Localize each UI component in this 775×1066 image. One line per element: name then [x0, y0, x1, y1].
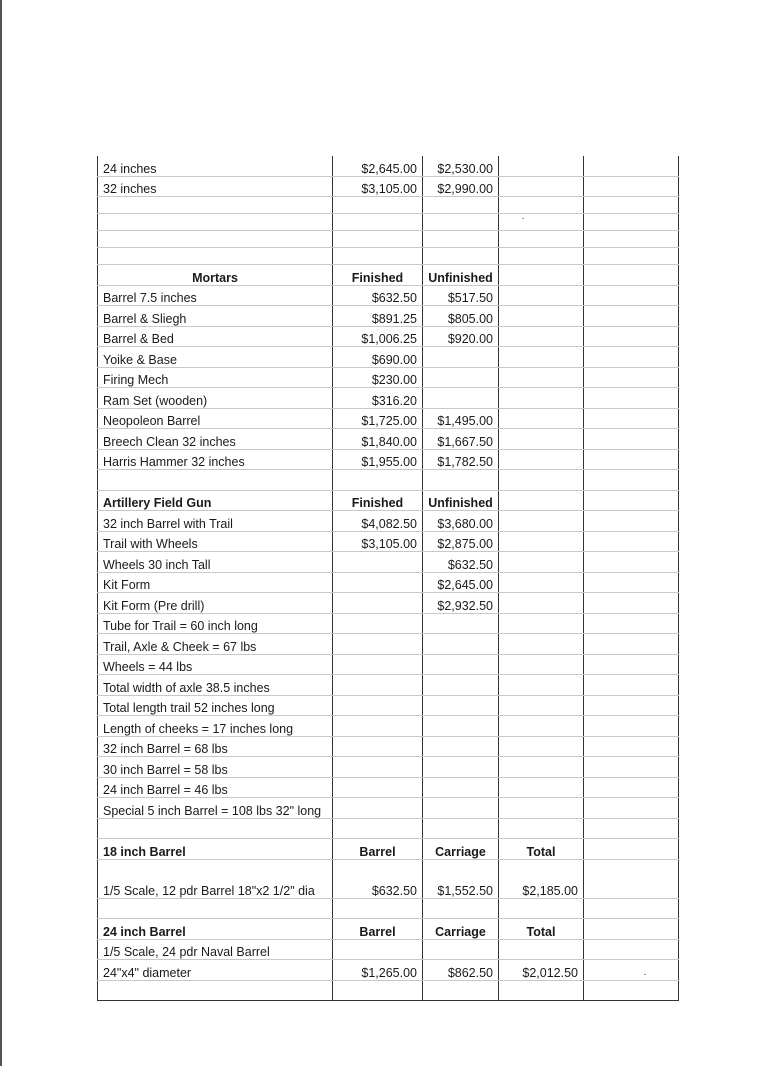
table-cell: [584, 898, 679, 919]
table-cell: 24 inches: [98, 156, 333, 176]
table-cell: Length of cheeks = 17 inches long: [98, 716, 333, 737]
table-cell: [499, 511, 584, 532]
table-cell: $316.20: [333, 388, 423, 409]
table-row: [98, 695, 679, 716]
table-cell: [499, 470, 584, 491]
table-cell: Finished: [333, 490, 423, 511]
table-cell: 24"x4" diameter: [98, 960, 333, 981]
table-cell: [333, 572, 423, 593]
table-cell: [584, 429, 679, 450]
table-cell: Finished: [333, 265, 423, 286]
table-cell: [584, 388, 679, 409]
table-row: [98, 176, 679, 197]
table-cell: Barrel & Sliegh: [98, 306, 333, 327]
table-cell: [98, 248, 333, 265]
table-cell: [584, 939, 679, 960]
table-cell: [584, 306, 679, 327]
table-cell: [499, 367, 584, 388]
table-row: [98, 859, 679, 898]
table-row: [98, 347, 679, 368]
table-cell: [333, 470, 423, 491]
table-cell: [499, 654, 584, 675]
section-header-row: [98, 490, 679, 511]
table-cell: [584, 919, 679, 940]
table-cell: [499, 572, 584, 593]
table-cell: $1,265.00: [333, 960, 423, 981]
table-row: [98, 716, 679, 737]
table-cell: [499, 429, 584, 450]
table-row: [98, 248, 679, 265]
table-cell: [499, 757, 584, 778]
table-row: [98, 960, 679, 981]
table-cell: [423, 248, 499, 265]
table-cell: [584, 197, 679, 214]
table-row: [98, 898, 679, 919]
table-cell: [584, 736, 679, 757]
table-cell: $1,552.50: [423, 859, 499, 898]
table-cell: [423, 716, 499, 737]
table-cell: [333, 231, 423, 248]
table-cell: Firing Mech: [98, 367, 333, 388]
table-cell: Unfinished: [423, 490, 499, 511]
table-cell: [584, 572, 679, 593]
table-cell: [584, 347, 679, 368]
table-cell: $2,990.00: [423, 176, 499, 197]
table-cell: [333, 898, 423, 919]
table-row: [98, 285, 679, 306]
table-cell: $2,932.50: [423, 593, 499, 614]
table-row: [98, 429, 679, 450]
table-cell: [423, 818, 499, 839]
table-row: [98, 388, 679, 409]
table-cell: [499, 798, 584, 819]
table-cell: [423, 736, 499, 757]
table-cell: [499, 716, 584, 737]
table-cell: $4,082.50: [333, 511, 423, 532]
table-cell: [499, 695, 584, 716]
table-cell: Special 5 inch Barrel = 108 lbs 32" long: [98, 798, 333, 819]
table-cell: Barrel: [333, 839, 423, 860]
table-cell: [423, 939, 499, 960]
table-cell: $805.00: [423, 306, 499, 327]
table-row: [98, 777, 679, 798]
table-cell: [499, 552, 584, 573]
table-cell: Carriage: [423, 839, 499, 860]
table-cell: 30 inch Barrel = 58 lbs: [98, 757, 333, 778]
table-cell: [333, 654, 423, 675]
table-cell: [584, 675, 679, 696]
table-cell: [423, 757, 499, 778]
table-cell: [499, 980, 584, 1001]
table-cell: $1,725.00: [333, 408, 423, 429]
table-cell: [423, 367, 499, 388]
table-cell: [333, 214, 423, 231]
table-row: [98, 197, 679, 214]
table-row: [98, 757, 679, 778]
table-cell: [499, 939, 584, 960]
table-cell: $2,185.00: [499, 859, 584, 898]
table-row: [98, 306, 679, 327]
table-cell: [499, 408, 584, 429]
table-cell: $1,495.00: [423, 408, 499, 429]
table-cell: [333, 716, 423, 737]
table-cell: [423, 675, 499, 696]
table-cell: [584, 285, 679, 306]
table-row: [98, 572, 679, 593]
table-cell: $1,840.00: [333, 429, 423, 450]
table-cell: [423, 634, 499, 655]
table-cell: [499, 265, 584, 286]
table-row: [98, 511, 679, 532]
table-cell: $690.00: [333, 347, 423, 368]
table-cell: [499, 449, 584, 470]
table-cell: [584, 408, 679, 429]
table-cell: [584, 798, 679, 819]
table-cell: [584, 859, 679, 898]
table-row: [98, 675, 679, 696]
table-row: [98, 939, 679, 960]
table-cell: [584, 839, 679, 860]
table-cell: $1,667.50: [423, 429, 499, 450]
table-cell: [333, 736, 423, 757]
table-cell: $632.50: [333, 859, 423, 898]
table-cell: [584, 613, 679, 634]
table-cell: $2,012.50: [499, 960, 584, 981]
table-cell: [98, 197, 333, 214]
table-cell: [584, 231, 679, 248]
table-cell: [333, 593, 423, 614]
table-cell: [584, 777, 679, 798]
table-row: [98, 231, 679, 248]
table-cell: 24 inch Barrel = 46 lbs: [98, 777, 333, 798]
table-cell: [423, 695, 499, 716]
table-cell: [584, 960, 679, 981]
table-cell: [333, 552, 423, 573]
table-cell: 32 inch Barrel = 68 lbs: [98, 736, 333, 757]
table-cell: $3,105.00: [333, 176, 423, 197]
table-cell: [98, 231, 333, 248]
table-cell: Wheels 30 inch Tall: [98, 552, 333, 573]
table-cell: Wheels = 44 lbs: [98, 654, 333, 675]
table-cell: [333, 613, 423, 634]
table-cell: [98, 470, 333, 491]
table-cell: $632.50: [333, 285, 423, 306]
table-cell: Barrel & Bed: [98, 326, 333, 347]
table-cell: [499, 898, 584, 919]
table-row: [98, 156, 679, 176]
table-cell: [499, 490, 584, 511]
table-cell: 32 inches: [98, 176, 333, 197]
table-cell: $3,105.00: [333, 531, 423, 552]
table-cell: [333, 798, 423, 819]
table-cell: [423, 798, 499, 819]
table-cell: $3,680.00: [423, 511, 499, 532]
table-cell: $632.50: [423, 552, 499, 573]
table-cell: [584, 449, 679, 470]
table-cell: [584, 593, 679, 614]
table-cell: [333, 197, 423, 214]
table-cell: Barrel 7.5 inches: [98, 285, 333, 306]
price-table: [97, 156, 679, 1001]
table-cell: [584, 716, 679, 737]
table-row: [98, 367, 679, 388]
table-cell: [333, 777, 423, 798]
table-cell: $891.25: [333, 306, 423, 327]
table-cell: [333, 818, 423, 839]
table-row: [98, 634, 679, 655]
table-cell: Kit Form: [98, 572, 333, 593]
table-cell: [333, 757, 423, 778]
table-cell: [423, 347, 499, 368]
table-cell: Mortars: [98, 265, 333, 286]
table-cell: $862.50: [423, 960, 499, 981]
table-row: [98, 798, 679, 819]
table-row: [98, 613, 679, 634]
table-cell: $2,645.00: [333, 156, 423, 176]
table-cell: [499, 777, 584, 798]
table-cell: [584, 470, 679, 491]
table-cell: [584, 156, 679, 176]
table-cell: [333, 980, 423, 1001]
table-cell: Carriage: [423, 919, 499, 940]
table-cell: [98, 214, 333, 231]
table-row: [98, 654, 679, 675]
table-cell: [423, 654, 499, 675]
table-cell: [333, 248, 423, 265]
table-cell: [499, 613, 584, 634]
table-cell: [584, 634, 679, 655]
table-cell: $2,645.00: [423, 572, 499, 593]
table-cell: [499, 197, 584, 214]
table-cell: [499, 231, 584, 248]
table-row: [98, 449, 679, 470]
table-cell: Total length trail 52 inches long: [98, 695, 333, 716]
table-cell: Total: [499, 919, 584, 940]
table-cell: [584, 531, 679, 552]
table-cell: [423, 613, 499, 634]
table-cell: [499, 248, 584, 265]
table-cell: [98, 818, 333, 839]
table-cell: [584, 176, 679, 197]
table-cell: Harris Hammer 32 inches: [98, 449, 333, 470]
table-cell: Neopoleon Barrel: [98, 408, 333, 429]
table-cell: $1,782.50: [423, 449, 499, 470]
table-cell: [423, 197, 499, 214]
section-header-row: [98, 839, 679, 860]
table-cell: [584, 490, 679, 511]
table-row: [98, 214, 679, 231]
table-cell: $1,006.25: [333, 326, 423, 347]
table-cell: [423, 231, 499, 248]
section-header-row: [98, 919, 679, 940]
table-cell: [499, 675, 584, 696]
table-row: [98, 326, 679, 347]
table-cell: [499, 285, 584, 306]
table-cell: Artillery Field Gun: [98, 490, 333, 511]
table-cell: [423, 388, 499, 409]
table-cell: [423, 214, 499, 231]
table-cell: [584, 326, 679, 347]
table-cell: [423, 980, 499, 1001]
table-cell: Unfinished: [423, 265, 499, 286]
table-cell: [584, 980, 679, 1001]
scan-speck: [644, 974, 646, 975]
table-cell: [499, 818, 584, 839]
table-cell: [333, 695, 423, 716]
table-cell: [584, 511, 679, 532]
table-row: [98, 980, 679, 1001]
table-cell: [584, 367, 679, 388]
table-cell: Ram Set (wooden): [98, 388, 333, 409]
table-row: [98, 736, 679, 757]
table-cell: Kit Form (Pre drill): [98, 593, 333, 614]
table-cell: [499, 593, 584, 614]
table-cell: Yoike & Base: [98, 347, 333, 368]
table-cell: [584, 695, 679, 716]
table-cell: [499, 634, 584, 655]
table-row: [98, 408, 679, 429]
table-cell: Tube for Trail = 60 inch long: [98, 613, 333, 634]
table-cell: [333, 939, 423, 960]
table-cell: [499, 306, 584, 327]
table-cell: [98, 898, 333, 919]
table-cell: Trail, Axle & Cheek = 67 lbs: [98, 634, 333, 655]
table-cell: [333, 634, 423, 655]
table-row: [98, 593, 679, 614]
scan-speck: [522, 218, 524, 219]
table-cell: $517.50: [423, 285, 499, 306]
table-row: [98, 552, 679, 573]
table-cell: [584, 654, 679, 675]
table-cell: [499, 156, 584, 176]
section-header-row: [98, 265, 679, 286]
table-cell: [333, 675, 423, 696]
table-cell: $920.00: [423, 326, 499, 347]
table-row: [98, 470, 679, 491]
table-cell: Trail with Wheels: [98, 531, 333, 552]
table-cell: 24 inch Barrel: [98, 919, 333, 940]
table-cell: $2,530.00: [423, 156, 499, 176]
table-cell: $230.00: [333, 367, 423, 388]
table-cell: $1,955.00: [333, 449, 423, 470]
table-cell: [584, 552, 679, 573]
table-cell: [584, 818, 679, 839]
table-cell: [584, 265, 679, 286]
table-cell: [499, 388, 584, 409]
table-cell: [423, 898, 499, 919]
table-cell: 18 inch Barrel: [98, 839, 333, 860]
table-cell: [499, 347, 584, 368]
table-cell: 1/5 Scale, 12 pdr Barrel 18"x2 1/2" dia: [98, 859, 333, 898]
table-cell: [499, 531, 584, 552]
table-cell: Barrel: [333, 919, 423, 940]
table-cell: [584, 214, 679, 231]
table-cell: 32 inch Barrel with Trail: [98, 511, 333, 532]
page-edge: [0, 0, 2, 1066]
table-cell: [499, 326, 584, 347]
table-cell: [423, 470, 499, 491]
table-cell: Total width of axle 38.5 inches: [98, 675, 333, 696]
table-cell: Total: [499, 839, 584, 860]
table-cell: 1/5 Scale, 24 pdr Naval Barrel: [98, 939, 333, 960]
table-cell: [499, 214, 584, 231]
table-row: [98, 818, 679, 839]
table-cell: $2,875.00: [423, 531, 499, 552]
table-cell: [499, 736, 584, 757]
table-cell: [423, 777, 499, 798]
table-cell: Breech Clean 32 inches: [98, 429, 333, 450]
table-cell: [584, 757, 679, 778]
table-cell: [98, 980, 333, 1001]
table-cell: [584, 248, 679, 265]
table-row: [98, 531, 679, 552]
table-cell: [499, 176, 584, 197]
